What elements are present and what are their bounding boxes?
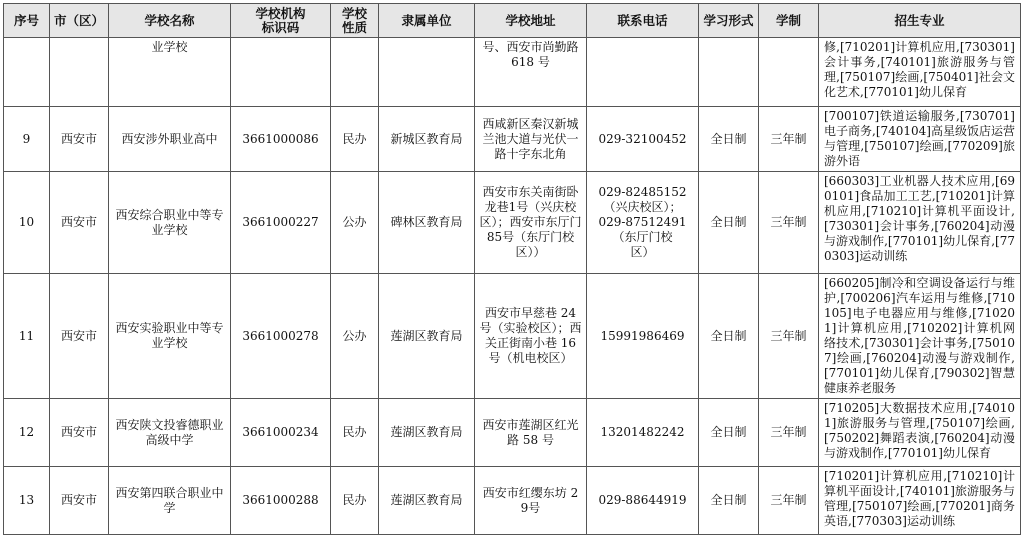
cell-type: 民办	[331, 107, 379, 172]
cell-years: 三年制	[759, 467, 819, 535]
cell-city: 西安市	[50, 172, 109, 274]
cell-unit: 莲湖区教育局	[379, 274, 475, 399]
cell-no	[4, 38, 50, 107]
cell-years: 三年制	[759, 107, 819, 172]
cell-unit: 碑林区教育局	[379, 172, 475, 274]
header-cell: 学习形式	[699, 4, 759, 38]
table-row	[4, 467, 1021, 535]
table-row	[4, 107, 1021, 172]
header-cell: 学校机构 标识码	[231, 4, 331, 38]
cell-type	[331, 38, 379, 107]
header-cell: 学校名称	[109, 4, 231, 38]
cell-phone: 029-82485152 （兴庆校区）； 029-87512491 （东厅门校 区）	[587, 172, 699, 274]
table-row	[4, 399, 1021, 467]
cell-majors: [660303]工业机器人技术应用,[690101]食品加工工艺,[710201]计算机应用,[710210]计算机平面设计,[730301]会计事务,[760204]动漫与游戏制作,[770101]幼儿保育,[770303]运动训练	[819, 172, 1021, 274]
cell-majors: 修,[710201]计算机应用,[730301]会计事务,[740101]旅游服务与管理,[750107]绘画,[750401]社会文化艺术,[770101]幼儿保育	[819, 38, 1021, 107]
cell-majors: [660205]制冷和空调设备运行与维护,[700206]汽车运用与维修,[710105]电子电器应用与维修,[710201]计算机应用,[710202]计算机网络技术,[730301]会计事务,[750107]绘画,[760204]动漫与游戏制作,[770101]幼儿保育,[790302]智慧健康养老服务	[819, 274, 1021, 399]
header-cell: 学校 性质	[331, 4, 379, 38]
cell-address: 西安市莲湖区红光路 58 号	[475, 399, 587, 467]
cell-type: 民办	[331, 399, 379, 467]
cell-city: 西安市	[50, 107, 109, 172]
cell-years: 三年制	[759, 274, 819, 399]
cell-no: 12	[4, 399, 50, 467]
cell-address: 号、西安市尚勤路 618 号	[475, 38, 587, 107]
header-cell: 市（区）	[50, 4, 109, 38]
cell-address: 西安市早慈巷 24 号（实验校区）；西关正街南小巷 16 号（机电校区）	[475, 274, 587, 399]
header-cell: 招生专业	[819, 4, 1021, 38]
cell-no: 13	[4, 467, 50, 535]
cell-address: 西咸新区秦汉新城兰池大道与光伏一路十字东北角	[475, 107, 587, 172]
cell-type: 民办	[331, 467, 379, 535]
cell-mode: 全日制	[699, 399, 759, 467]
cell-code: 3661000086	[231, 107, 331, 172]
cell-majors: [710205]大数据技术应用,[740101]旅游服务与管理,[750107]绘画,[750202]舞蹈表演,[760204]动漫与游戏制作,[770101]幼儿保育	[819, 399, 1021, 467]
cell-school-name: 西安实验职业中等专业学校	[109, 274, 231, 399]
cell-majors: [700107]铁道运输服务,[730701]电子商务,[740104]高星级饭店运营与管理,[750107]绘画,[770209]旅游外语	[819, 107, 1021, 172]
cell-phone	[587, 38, 699, 107]
cell-code	[231, 38, 331, 107]
header-cell: 序号	[4, 4, 50, 38]
cell-phone: 029-88644919	[587, 467, 699, 535]
cell-years: 三年制	[759, 399, 819, 467]
cell-unit: 莲湖区教育局	[379, 399, 475, 467]
cell-city: 西安市	[50, 274, 109, 399]
table-row	[4, 38, 1021, 107]
header-cell: 隶属单位	[379, 4, 475, 38]
cell-code: 3661000288	[231, 467, 331, 535]
cell-mode: 全日制	[699, 107, 759, 172]
header-cell: 学制	[759, 4, 819, 38]
cell-city: 西安市	[50, 399, 109, 467]
cell-school-name: 业学校	[109, 38, 231, 107]
cell-unit: 莲湖区教育局	[379, 467, 475, 535]
header-cell: 联系电话	[587, 4, 699, 38]
cell-no: 10	[4, 172, 50, 274]
header-cell: 学校地址	[475, 4, 587, 38]
cell-code: 3661000278	[231, 274, 331, 399]
cell-mode: 全日制	[699, 467, 759, 535]
cell-city	[50, 38, 109, 107]
cell-phone: 13201482242	[587, 399, 699, 467]
cell-unit: 新城区教育局	[379, 107, 475, 172]
cell-phone: 15991986469	[587, 274, 699, 399]
cell-school-name: 西安陕文投睿德职业高级中学	[109, 399, 231, 467]
cell-majors: [710201]计算机应用,[710210]计算机平面设计,[740101]旅游服务与管理,[750107]绘画,[770201]商务英语,[770303]运动训练	[819, 467, 1021, 535]
cell-years	[759, 38, 819, 107]
cell-mode: 全日制	[699, 274, 759, 399]
table-row	[4, 172, 1021, 274]
cell-mode	[699, 38, 759, 107]
school-enrollment-table	[3, 3, 1021, 535]
cell-address: 西安市东关南街卧龙巷1号（兴庆校区）；西安市东厅门85号（东厅门校区））	[475, 172, 587, 274]
cell-unit	[379, 38, 475, 107]
cell-school-name: 西安涉外职业高中	[109, 107, 231, 172]
cell-phone: 029-32100452	[587, 107, 699, 172]
cell-type: 公办	[331, 274, 379, 399]
table-row	[4, 274, 1021, 399]
cell-city: 西安市	[50, 467, 109, 535]
cell-code: 3661000234	[231, 399, 331, 467]
cell-mode: 全日制	[699, 172, 759, 274]
cell-years: 三年制	[759, 172, 819, 274]
cell-school-name: 西安第四联合职业中学	[109, 467, 231, 535]
cell-type: 公办	[331, 172, 379, 274]
cell-no: 11	[4, 274, 50, 399]
cell-no: 9	[4, 107, 50, 172]
cell-code: 3661000227	[231, 172, 331, 274]
table-header-row	[4, 4, 1021, 38]
cell-address: 西安市红缨东坊 29号	[475, 467, 587, 535]
cell-school-name: 西安综合职业中等专业学校	[109, 172, 231, 274]
